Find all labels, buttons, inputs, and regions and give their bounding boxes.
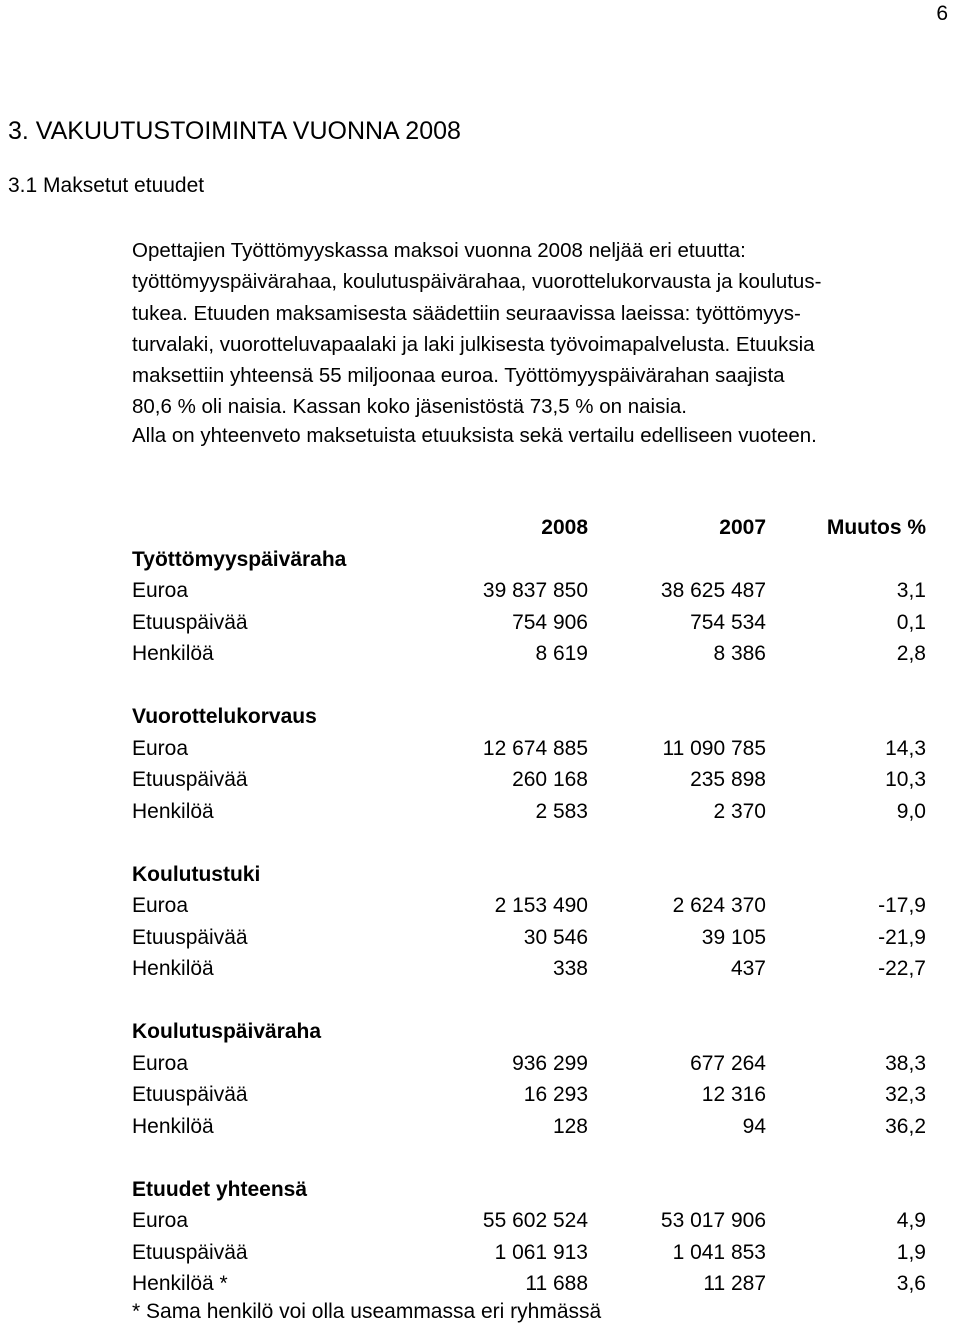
table-spacer-row <box>132 1142 926 1174</box>
value-2008: 2 583 <box>535 799 588 823</box>
table-row <box>132 607 926 639</box>
table-row <box>132 733 926 765</box>
value-change: 9,0 <box>896 799 926 823</box>
row-label: Henkilöä <box>132 957 214 980</box>
table-row <box>132 953 926 985</box>
group-title-row <box>132 701 926 733</box>
row-label: Euroa <box>132 736 189 760</box>
table-row <box>132 1048 926 1080</box>
group-title: Etuudet yhteensä <box>132 1177 308 1201</box>
row-label: Etuuspäivää <box>132 1240 248 1264</box>
group-title: Koulutustuki <box>132 862 261 886</box>
group-title-row <box>132 544 926 576</box>
value-2007: 53 017 906 <box>660 1209 766 1232</box>
value-2008: 1 061 913 <box>494 1240 588 1264</box>
row-label: Henkilöä * <box>132 1272 228 1295</box>
paragraph-line: maksettiin yhteensä 55 miljoonaa euroa. Työttömyyspäivärahan saajista <box>132 364 785 388</box>
table-row <box>132 764 926 796</box>
value-2008: 936 299 <box>512 1051 588 1075</box>
table-row <box>132 1111 926 1143</box>
value-change: 3,6 <box>896 1272 926 1295</box>
table-spacer-row <box>132 670 926 702</box>
table-header-row <box>132 512 926 544</box>
summary-line: Alla on yhteenveto maksetuista etuuksista sekä vertailu edelliseen vuoteen. <box>132 424 817 447</box>
value-2008: 754 906 <box>512 610 588 634</box>
value-change: 2,8 <box>896 642 926 665</box>
value-2007: 11 287 <box>703 1272 766 1295</box>
value-2008: 338 <box>552 957 588 980</box>
table-row <box>132 922 926 954</box>
value-2007: 12 316 <box>701 1083 766 1106</box>
group-title: Koulutuspäiväraha <box>132 1020 322 1043</box>
value-change: -17,9 <box>878 894 926 917</box>
value-change: 38,3 <box>885 1051 926 1075</box>
footnote: * Sama henkilö voi olla useammassa eri ryhmässä <box>132 1300 602 1323</box>
table-row <box>132 1205 926 1237</box>
row-label: Etuuspäivää <box>132 610 248 634</box>
row-label: Euroa <box>132 579 189 602</box>
value-2007: 677 264 <box>690 1051 766 1075</box>
table-row <box>132 638 926 670</box>
value-2007: 2 370 <box>713 799 766 823</box>
row-label: Henkilöä <box>132 1114 214 1138</box>
value-2007: 94 <box>742 1114 766 1138</box>
value-2008: 39 837 850 <box>482 579 588 602</box>
value-change: 36,2 <box>885 1114 926 1138</box>
page-number: 6 <box>936 2 948 25</box>
header-change: Muutos % <box>826 516 926 539</box>
section-heading: 3. VAKUUTUSTOIMINTA VUONNA 2008 <box>8 117 461 145</box>
value-2008: 12 674 885 <box>482 736 588 760</box>
table-row <box>132 1079 926 1111</box>
value-change: 4,9 <box>896 1209 926 1232</box>
value-2007: 2 624 370 <box>672 894 766 917</box>
value-2007: 437 <box>730 957 766 980</box>
value-2007: 38 625 487 <box>660 579 766 602</box>
value-2008: 2 153 490 <box>494 894 588 917</box>
row-label: Etuuspäivää <box>132 925 248 949</box>
value-2008: 8 619 <box>535 642 588 665</box>
value-2007: 1 041 853 <box>672 1240 766 1264</box>
value-2007: 11 090 785 <box>662 736 766 760</box>
value-change: 3,1 <box>896 579 926 602</box>
value-change: 32,3 <box>885 1083 926 1106</box>
table-spacer-row <box>132 827 926 859</box>
row-label: Euroa <box>132 894 189 917</box>
group-title-row <box>132 1174 926 1206</box>
table-row <box>132 575 926 607</box>
header-2007: 2007 <box>719 516 766 539</box>
value-2008: 260 168 <box>512 768 588 791</box>
row-label: Euroa <box>132 1209 189 1232</box>
value-2007: 39 105 <box>701 925 766 949</box>
subsection-heading: 3.1 Maksetut etuudet <box>8 174 205 197</box>
row-label: Euroa <box>132 1051 189 1075</box>
row-label: Etuuspäivää <box>132 1083 248 1106</box>
row-label: Henkilöä <box>132 799 214 823</box>
value-2008: 55 602 524 <box>482 1209 588 1232</box>
value-2007: 235 898 <box>690 768 766 791</box>
paragraph-line: Opettajien Työttömyyskassa maksoi vuonna 2008 neljää eri etuutta: <box>132 239 746 262</box>
group-title-row <box>132 859 926 891</box>
group-title: Työttömyyspäiväraha <box>132 547 347 571</box>
group-title: Vuorottelukorvaus <box>132 705 317 728</box>
value-change: 0,1 <box>896 610 926 634</box>
paragraph-line: tukea. Etuuden maksamisesta säädettiin seuraavissa laeissa: työttömyys- <box>132 301 801 325</box>
table-row <box>132 796 926 828</box>
value-2008: 128 <box>552 1114 588 1138</box>
value-change: 10,3 <box>885 768 926 791</box>
value-2008: 16 293 <box>523 1083 588 1106</box>
group-title-row <box>132 1016 926 1048</box>
paragraph-line: 80,6 % oli naisia. Kassan koko jäsenistöstä 73,5 % on naisia. <box>132 395 687 419</box>
value-2007: 754 534 <box>690 610 766 634</box>
table-row <box>132 1237 926 1269</box>
value-2007: 8 386 <box>713 642 766 665</box>
benefits-table <box>132 512 926 1300</box>
row-label: Henkilöä <box>132 642 214 665</box>
table-row <box>132 1268 926 1300</box>
value-2008: 11 688 <box>525 1272 588 1295</box>
intro-paragraph <box>132 235 821 423</box>
table-row <box>132 890 926 922</box>
value-change: 1,9 <box>896 1240 926 1264</box>
paragraph-line: turvalaki, vuorotteluvapaalaki ja laki julkisesta työvoimapalvelusta. Etuuksia <box>132 332 815 356</box>
row-label: Etuuspäivää <box>132 768 248 791</box>
value-change: 14,3 <box>885 736 926 760</box>
value-2008: 30 546 <box>523 925 588 949</box>
value-change: -21,9 <box>878 925 926 949</box>
table-spacer-row <box>132 985 926 1017</box>
header-2008: 2008 <box>541 516 588 539</box>
value-change: -22,7 <box>878 957 926 980</box>
paragraph-line: työttömyyspäivärahaa, koulutuspäivärahaa, vuorottelukorvausta ja koulutus- <box>132 270 822 294</box>
